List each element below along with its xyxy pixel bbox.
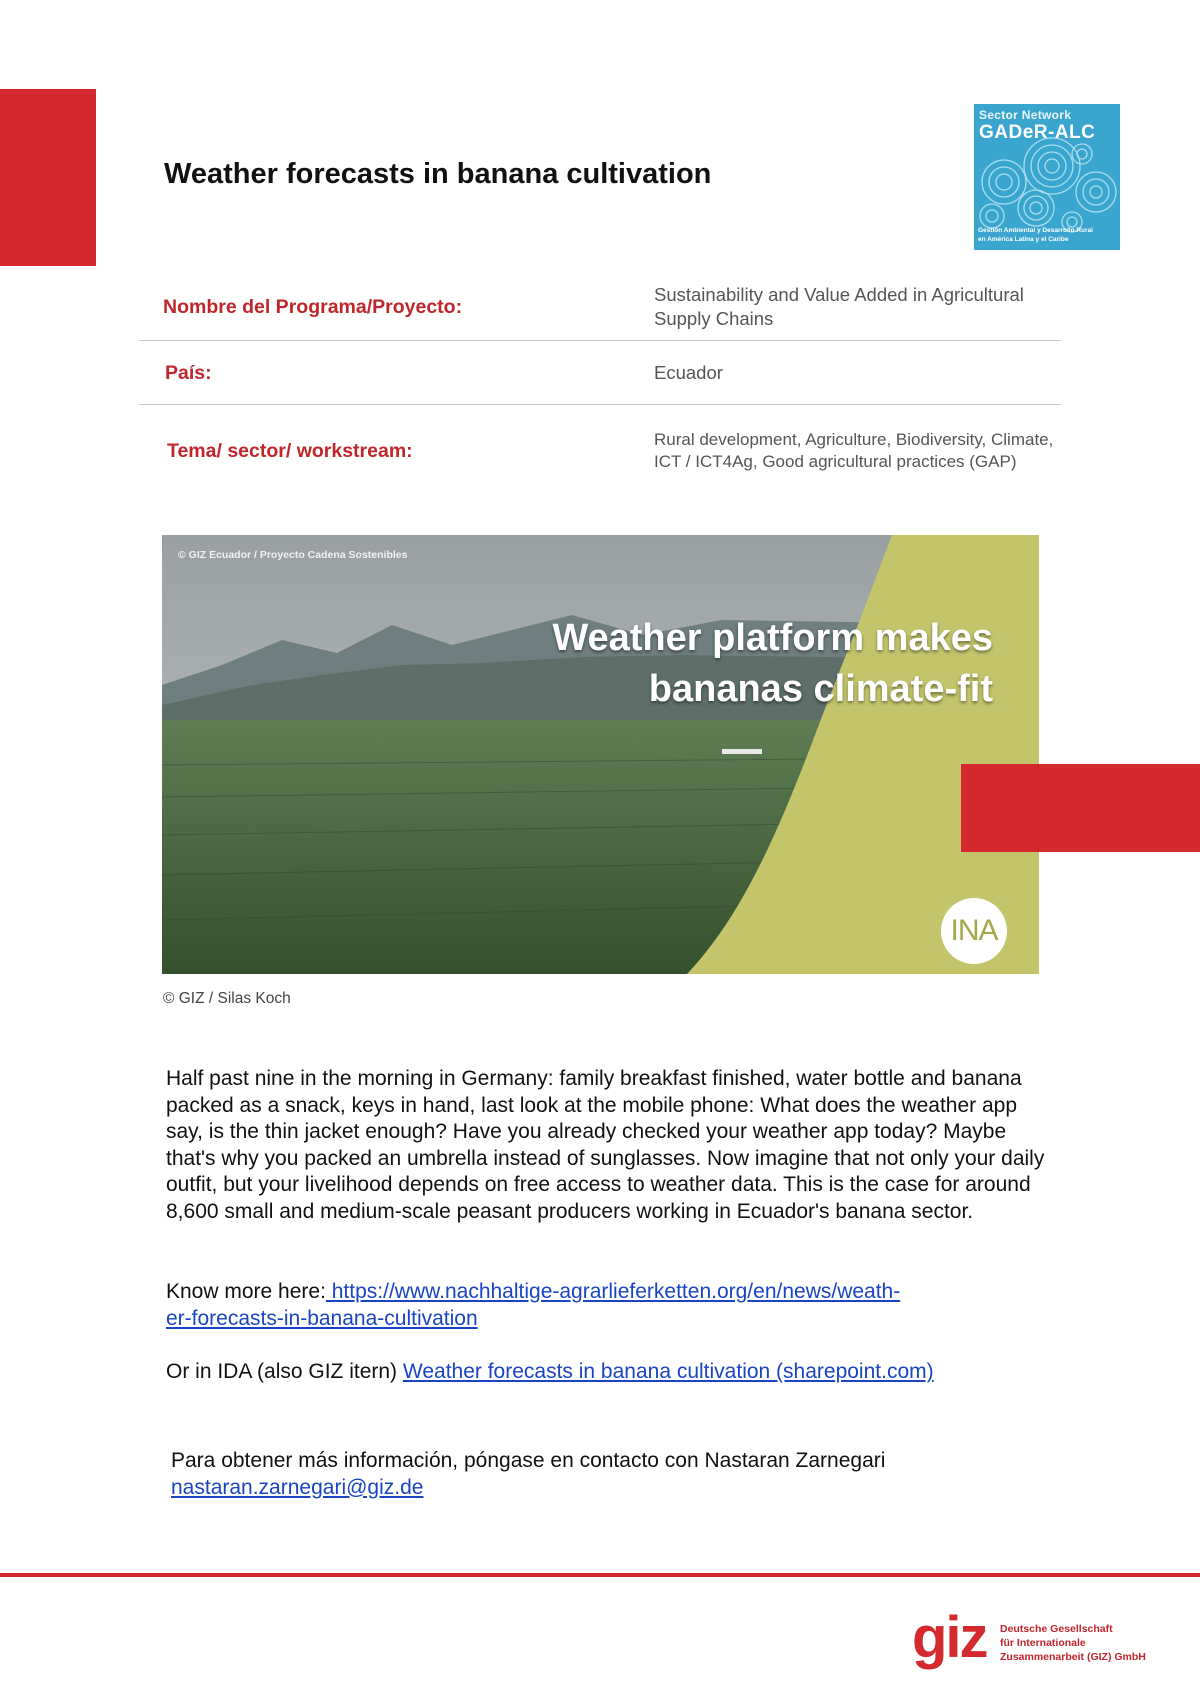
logo-network-name: GADeR-ALC [979, 122, 1096, 143]
logo-tagline [978, 226, 1093, 244]
gader-alc-logo [974, 104, 1120, 250]
giz-name-line3: Zusammenarbeit (GIZ) GmbH [1000, 1651, 1146, 1663]
banner-image [162, 535, 1039, 974]
page-title: Weather forecasts in banana cultivation [164, 158, 712, 190]
info-row-country [139, 353, 1061, 393]
banner-credit: © GIZ Ecuador / Proyecto Cadena Sostenibles [178, 549, 408, 561]
table-divider [139, 340, 1061, 341]
ina-logo-text: INA [950, 914, 998, 947]
info-label: País: [165, 361, 212, 384]
contact-text: Para obtener más información, póngase en contacto con Nastaran Zarnegari [171, 1449, 886, 1472]
photo-credit: © GIZ / Silas Koch [163, 990, 291, 1007]
info-label: Nombre del Programa/Proyecto: [163, 295, 463, 318]
ida-prefix: Or in IDA (also GIZ itern) [166, 1360, 403, 1383]
banner-headline [552, 613, 993, 715]
banner-scene [162, 535, 1039, 974]
sharepoint-link[interactable]: Weather forecasts in banana cultivation (sharepoint.com) [402, 1360, 934, 1383]
info-value: Rural development, Agriculture, Biodiversity, Climate, ICT / ICT4Ag, Good agricultural practices (GAP) [654, 430, 1054, 471]
red-accent-block-top [0, 89, 96, 266]
giz-name-line2: für Internationale [1000, 1637, 1086, 1649]
know-more-prefix: Know more here: [166, 1280, 326, 1303]
contact-paragraph [171, 1448, 1051, 1501]
info-value: Sustainability and Value Added in Agricultural Supply Chains [654, 284, 1024, 329]
article-link[interactable]: https://www.nachhaltige-agrarlieferketten.org/en/news/weath- er-forecasts-in-banana-cultivation [166, 1280, 901, 1330]
ina-logo [941, 898, 1007, 964]
info-value: Ecuador [654, 362, 723, 383]
logo-tagline-line2: en América Latina y el Caribe [978, 236, 1069, 243]
giz-name [1000, 1622, 1146, 1664]
info-row-topic [139, 416, 1061, 486]
ida-paragraph [166, 1359, 1046, 1386]
giz-name-line1: Deutsche Gesellschaft [1000, 1623, 1113, 1635]
logo-network-label: Sector Network [979, 108, 1072, 122]
body-paragraph: Half past nine in the morning in Germany: family breakfast finished, water bottle and banana packed as a snack, keys in hand, last look at the mobile phone: What does the weather app say, is the thin jacket enough? Have you already checked your weather app today? Maybe that's why you packed an umbrella instead of sunglasses. Now imagine that not only your daily outfit, but your livelihood depends on free access to weather data. This is the case for around 8,600 small and medium-scale peasant producers working in Ecuador's banana sector. [166, 1067, 1045, 1223]
contact-email-link[interactable]: nastaran.zarnegari@giz.de [171, 1475, 424, 1499]
giz-wordmark: giz [912, 1605, 987, 1670]
giz-logo [912, 1605, 1172, 1676]
table-divider [139, 404, 1061, 405]
footer-rule [0, 1573, 1200, 1577]
banner-headline-line1: Weather platform makes [552, 617, 993, 659]
know-more-paragraph [166, 1279, 1046, 1332]
info-label: Tema/ sector/ workstream: [167, 439, 413, 462]
banner-headline-line2: bananas climate-fit [648, 668, 993, 710]
logo-tagline-line1: Gestión Ambiental y Desarrollo Rural [978, 227, 1093, 234]
info-row-programme [139, 274, 1061, 340]
red-accent-block-right [961, 764, 1200, 852]
